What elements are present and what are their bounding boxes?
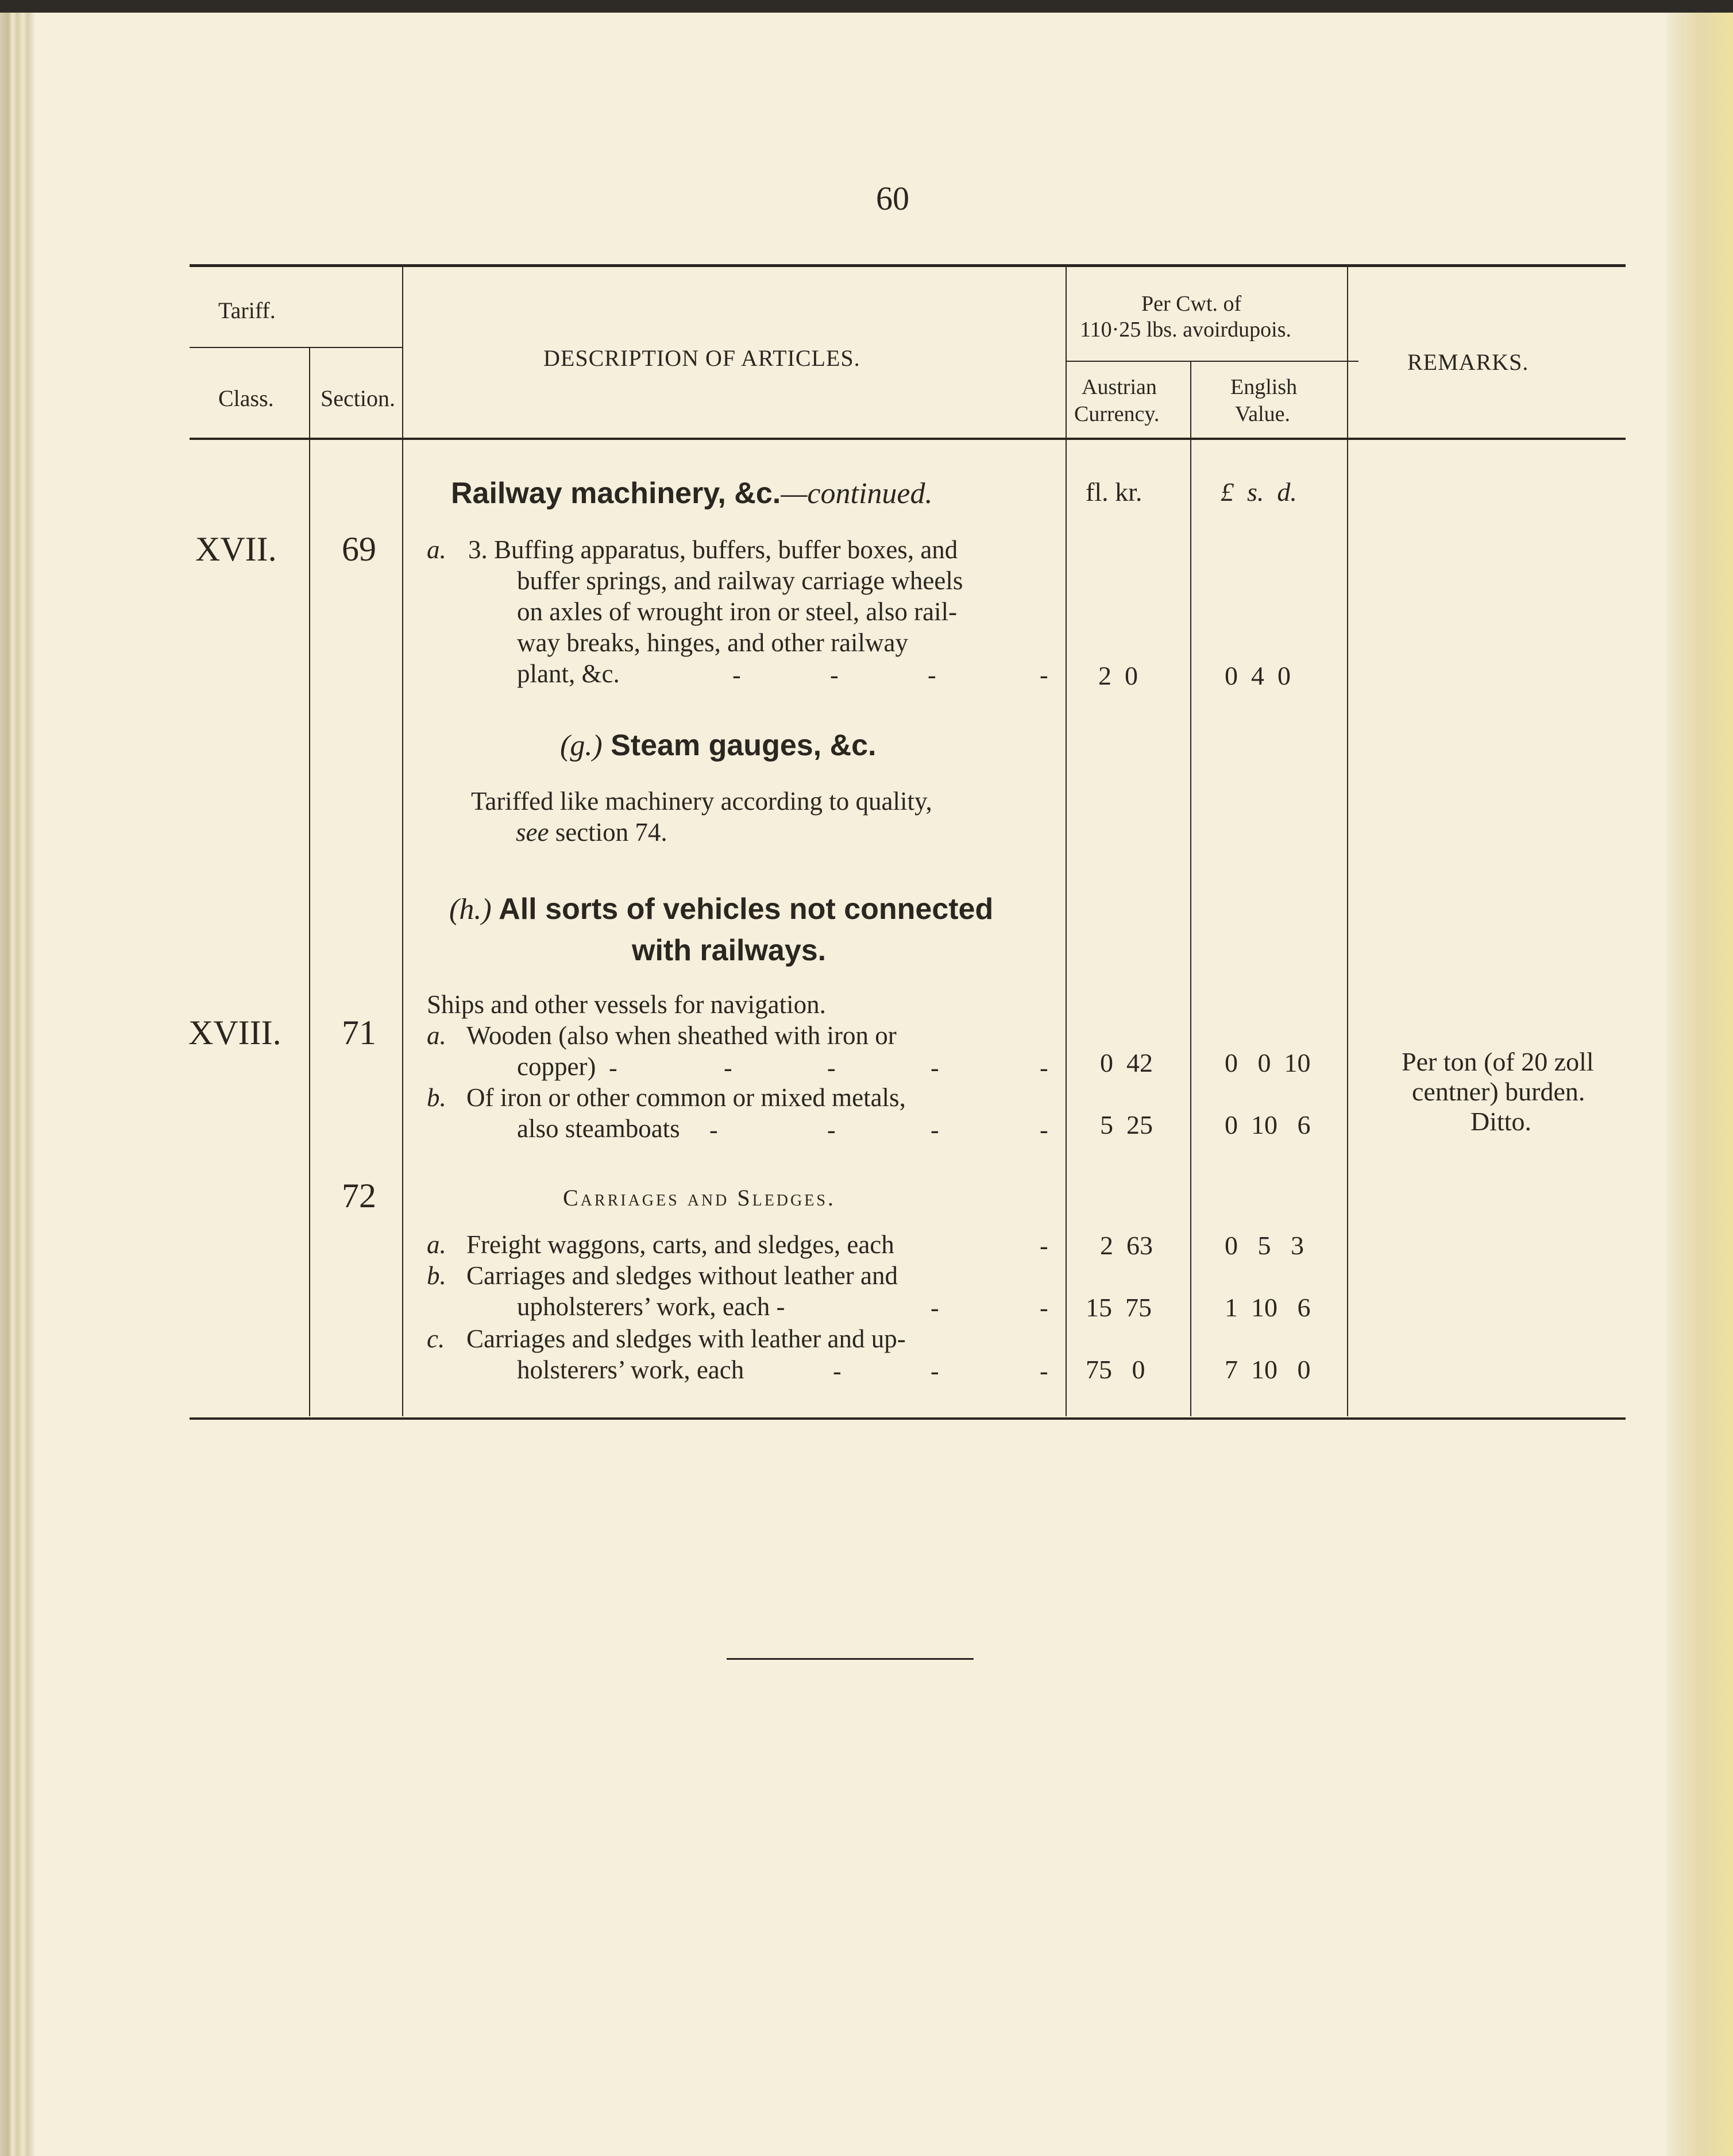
leader-dash: -	[1040, 1232, 1048, 1260]
currency-sub-rule	[1066, 361, 1358, 362]
english-value-header-line1: English	[1230, 375, 1298, 399]
austrian-currency-header-line1: Austrian	[1082, 375, 1157, 399]
table-bottom-rule	[190, 1417, 1626, 1420]
leader-dash: -	[1040, 1357, 1048, 1385]
item-71a-austrian-value: 0 42	[1100, 1048, 1153, 1077]
steam-gauges-heading	[560, 727, 876, 765]
item-71a-line1: Wooden (also when sheathed with iron or	[466, 1021, 897, 1050]
leader-dash: -	[1040, 1294, 1048, 1322]
item-71b-austrian-value: 5 25	[1100, 1110, 1153, 1139]
leader-dash: -	[931, 1294, 939, 1322]
remark-per-ton-line1: Per ton (of 20 zoll	[1402, 1047, 1594, 1076]
item-72b-letter: b.	[427, 1261, 446, 1290]
leader-dash: -	[732, 661, 741, 689]
item-71a-line2: copper)	[517, 1052, 596, 1081]
item-72a-letter: a.	[427, 1230, 446, 1259]
leader-dash: -	[609, 1054, 617, 1082]
vehicles-heading-line1	[449, 890, 993, 929]
steam-gauges-note-line1: Tariffed like machinery according to quality,	[471, 787, 932, 816]
steam-gauges-note-line2	[516, 817, 667, 848]
carriages-sledges-heading: Carriages and Sledges.	[563, 1185, 836, 1211]
item-72c-austrian-value: 75 0	[1086, 1355, 1145, 1384]
item-71a-english-value: 0 0 10	[1225, 1048, 1311, 1077]
item-69a-austrian-value: 2 0	[1098, 661, 1138, 690]
see-word: see	[516, 818, 549, 847]
section-ref: section 74.	[549, 818, 667, 847]
item-71b-letter: b.	[427, 1083, 446, 1112]
austrian-currency-header-line2: Currency.	[1074, 402, 1160, 426]
leader-dash: -	[928, 661, 936, 689]
currency-remarks-divider	[1347, 265, 1348, 1416]
ships-intro: Ships and other vessels for navigation.	[427, 990, 826, 1019]
per-cwt-header-line2: 110·25 lbs. avoirdupois.	[1080, 318, 1292, 342]
item-69a-line1: 3. Buffing apparatus, buffers, buffer boxes, and	[468, 535, 958, 564]
item-72b-english-value: 1 10 6	[1225, 1293, 1311, 1322]
item-69a-line2: buffer springs, and railway carriage wheels	[517, 566, 963, 595]
closing-rule	[727, 1658, 974, 1660]
item-69a-line3: on axles of wrought iron or steel, also rail-	[517, 597, 958, 626]
remarks-header: REMARKS.	[1407, 349, 1529, 375]
english-value-header-line2: Value.	[1235, 402, 1291, 426]
item-71b-line2: also steamboats	[517, 1114, 680, 1143]
leader-dash: -	[827, 1054, 836, 1082]
h-heading-line1: All sorts of vehicles not connected	[499, 892, 994, 926]
item-69a-line4: way breaks, hinges, and other railway	[517, 628, 909, 657]
section-69: 69	[342, 530, 376, 568]
tariff-sub-rule	[190, 347, 402, 348]
class-section-divider	[309, 347, 310, 1416]
item-72c-english-value: 7 10 0	[1225, 1355, 1311, 1384]
class-xviii: XVIII.	[188, 1014, 281, 1052]
tariff-header: Tariff.	[218, 297, 276, 323]
per-cwt-header-line1: Per Cwt. of	[1141, 292, 1242, 316]
railway-heading-continued: —continued.	[781, 477, 933, 510]
leader-dash: -	[724, 1054, 732, 1082]
english-units: £ s. d.	[1221, 477, 1297, 507]
section-72: 72	[342, 1177, 376, 1215]
page-fore-edge	[1666, 13, 1733, 2156]
book-page	[34, 13, 1666, 2156]
leader-dash: -	[931, 1357, 939, 1385]
item-71a-letter: a.	[427, 1021, 446, 1050]
item-69a-line5: plant, &c.	[517, 659, 620, 688]
item-72a-line: Freight waggons, carts, and sledges, each	[466, 1230, 894, 1259]
austrian-units: fl. kr.	[1086, 477, 1143, 507]
item-72c-letter: c.	[427, 1324, 445, 1353]
austrian-english-divider	[1190, 361, 1191, 1416]
section-header: Section.	[321, 385, 395, 411]
leader-dash: -	[709, 1116, 718, 1144]
scanner-top-border	[0, 0, 1733, 13]
h-letter: (h.)	[449, 893, 492, 926]
item-72b-line1: Carriages and sledges without leather and	[466, 1261, 898, 1290]
item-72a-english-value: 0 5 3	[1225, 1231, 1304, 1260]
leader-dash: -	[931, 1116, 939, 1144]
book-spine-edge	[0, 13, 34, 2156]
class-header: Class.	[218, 385, 274, 411]
leader-dash: -	[830, 661, 839, 689]
description-header: DESCRIPTION OF ARTICLES.	[543, 345, 860, 371]
table-top-rule	[190, 264, 1626, 267]
g-heading-text: Steam gauges, &c.	[611, 729, 877, 762]
page-number: 60	[876, 180, 909, 217]
item-72a-austrian-value: 2 63	[1100, 1231, 1153, 1260]
leader-dash: -	[833, 1357, 842, 1385]
item-69a-letter: a.	[427, 535, 446, 564]
remark-per-ton-line2: centner) burden.	[1412, 1077, 1585, 1106]
description-currency-divider	[1066, 265, 1067, 1416]
item-71b-english-value: 0 10 6	[1225, 1110, 1311, 1139]
item-72b-austrian-value: 15 75	[1086, 1293, 1152, 1322]
leader-dash: -	[1040, 1054, 1048, 1082]
header-bottom-rule	[190, 438, 1626, 440]
g-letter: (g.)	[560, 729, 603, 762]
railway-machinery-heading	[451, 474, 932, 513]
railway-heading-text: Railway machinery, &c.	[451, 477, 781, 510]
section-71: 71	[342, 1014, 376, 1052]
item-69a-english-value: 0 4 0	[1225, 661, 1291, 690]
remark-ditto: Ditto.	[1470, 1107, 1532, 1136]
leader-dash: -	[1040, 661, 1048, 689]
item-72c-line1: Carriages and sledges with leather and up-	[466, 1324, 906, 1353]
item-72c-line2: holsterers’ work, each	[517, 1355, 744, 1384]
item-71b-line1: Of iron or other common or mixed metals,	[466, 1083, 906, 1112]
item-72b-line2: upholsterers’ work, each -	[517, 1292, 785, 1321]
section-description-divider	[402, 265, 403, 1416]
vehicles-heading-line2: with railways.	[632, 934, 827, 967]
class-xvii: XVII.	[195, 530, 277, 568]
leader-dash: -	[1040, 1116, 1048, 1144]
leader-dash: -	[827, 1116, 836, 1144]
leader-dash: -	[931, 1054, 939, 1082]
